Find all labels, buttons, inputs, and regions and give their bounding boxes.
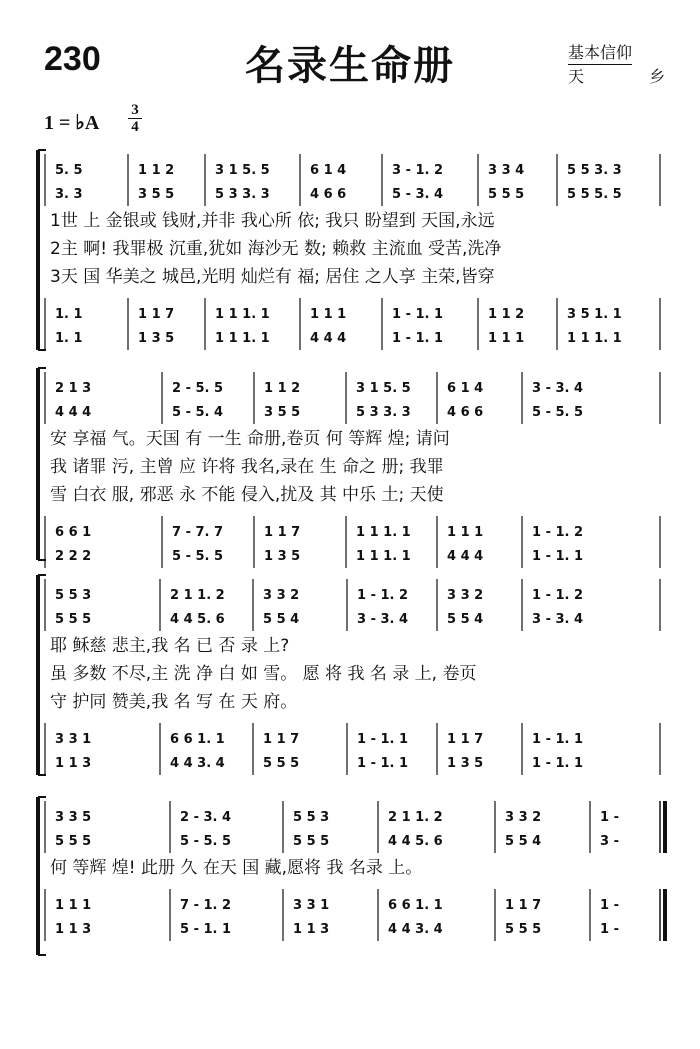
treble-upper-notes: 3 1 5. 5: [215, 163, 270, 178]
treble-lower-notes: 5 5 5. 5: [567, 187, 622, 202]
bass-upper-notes: 1. 1: [55, 307, 83, 322]
treble-upper-notes: 3 3 5: [55, 810, 92, 825]
bass-upper-notes: 1 1 7: [264, 525, 301, 540]
bass-upper-notes: 1 1 7: [505, 898, 542, 913]
treble-lower-notes: 5 - 3. 4: [392, 187, 444, 202]
bass-upper-notes: 1 1 7: [447, 732, 484, 747]
treble-upper-notes: 5 5 3: [293, 810, 330, 825]
treble-upper-notes: 5 5 3. 3: [567, 163, 622, 178]
treble-lower-notes: 4 4 5. 6: [388, 834, 443, 849]
treble-lower-notes: 5 3 3. 3: [356, 405, 411, 420]
bass-lower-notes: 1 1 1. 1: [356, 549, 411, 564]
bass-lower-notes: 5 5 5: [263, 756, 300, 771]
lyric-line: 雪 白衣 服, 邪恶 永 不能 侵入,扰及 其 中乐 土; 天使: [50, 485, 444, 505]
bass-lower-notes: 1 - 1. 1: [357, 756, 409, 771]
treble-upper-notes: 2 - 5. 5: [172, 381, 224, 396]
treble-upper-notes: 1 - 1. 2: [357, 588, 409, 603]
treble-upper-notes: 3 3 2: [263, 588, 300, 603]
lyric-line: 2主 啊! 我罪极 沉重,犹如 海沙无 数; 赖救 主流血 受苦,洗净: [50, 239, 502, 259]
treble-lower-notes: 5 5 5: [293, 834, 330, 849]
bass-upper-notes: 6 6 1. 1: [388, 898, 443, 913]
treble-upper-notes: 6 1 4: [310, 163, 347, 178]
bass-lower-notes: 1 1 1: [488, 331, 525, 346]
treble-lower-notes: 5 5 4: [447, 612, 484, 627]
bass-upper-notes: 1 1 1. 1: [356, 525, 411, 540]
bass-upper-notes: 1 1 1: [310, 307, 347, 322]
bass-lower-notes: 4 4 3. 4: [388, 922, 443, 937]
lyric-line: 我 诸罪 污, 主曾 应 许将 我名,录在 生 命之 册; 我罪: [50, 457, 444, 477]
bass-upper-notes: 3 3 1: [293, 898, 330, 913]
treble-lower-notes: 3 5 5: [264, 405, 301, 420]
bass-upper-notes: 1 - 1. 1: [357, 732, 409, 747]
bass-lower-notes: 1 3 5: [264, 549, 301, 564]
treble-lower-notes: 5 5 5: [488, 187, 525, 202]
bass-lower-notes: 4 4 3. 4: [170, 756, 225, 771]
treble-lower-notes: 5 5 5: [55, 612, 92, 627]
treble-lower-notes: 3 -: [600, 834, 619, 849]
bass-upper-notes: 1 1 7: [138, 307, 175, 322]
treble-lower-notes: 4 4 4: [55, 405, 92, 420]
lyric-line: 1世 上 金银或 钱财,并非 我心所 依; 我只 盼望到 天国,永远: [50, 211, 495, 231]
bass-lower-notes: 5 - 5. 5: [172, 549, 224, 564]
lyric-line: 安 享福 气。天国 有 一生 命册,卷页 何 等辉 煌; 请问: [50, 429, 450, 449]
hymn-title: 名录生命册: [245, 43, 455, 89]
bass-upper-notes: 7 - 1. 2: [180, 898, 232, 913]
treble-lower-notes: 4 6 6: [310, 187, 347, 202]
lyric-line: 何 等辉 煌! 此册 久 在天 国 藏,愿将 我 名录 上。: [50, 858, 423, 878]
treble-lower-notes: 5 5 5: [55, 834, 92, 849]
bass-lower-notes: 4 4 4: [310, 331, 347, 346]
treble-lower-notes: 5 - 5. 5: [180, 834, 232, 849]
hymn-author: 天 乡: [568, 67, 696, 86]
treble-upper-notes: 3 3 2: [505, 810, 542, 825]
treble-upper-notes: 3 - 1. 2: [392, 163, 444, 178]
treble-upper-notes: 2 1 1. 2: [388, 810, 443, 825]
bass-upper-notes: 1 - 1. 1: [532, 732, 584, 747]
treble-upper-notes: 5. 5: [55, 163, 83, 178]
treble-upper-notes: 1 1 2: [138, 163, 175, 178]
treble-lower-notes: 5 5 4: [263, 612, 300, 627]
treble-lower-notes: 5 - 5. 4: [172, 405, 224, 420]
hymn-category: 基本信仰: [568, 40, 632, 65]
lyric-line: 耶 稣慈 悲主,我 名 已 否 录 上?: [50, 636, 290, 656]
treble-upper-notes: 3 3 4: [488, 163, 525, 178]
bass-upper-notes: 1 1 1. 1: [215, 307, 270, 322]
bass-lower-notes: 1 1 3: [55, 756, 92, 771]
treble-upper-notes: 2 1 1. 2: [170, 588, 225, 603]
treble-upper-notes: 3 3 2: [447, 588, 484, 603]
bass-lower-notes: 5 5 5: [505, 922, 542, 937]
bass-upper-notes: 3 5 1. 1: [567, 307, 622, 322]
lyric-line: 守 护同 赞美,我 名 写 在 天 府。: [50, 692, 298, 712]
bass-lower-notes: 1 - 1. 1: [532, 549, 584, 564]
treble-lower-notes: 4 4 5. 6: [170, 612, 225, 627]
time-sig-top: 3: [131, 102, 139, 118]
bass-lower-notes: 1 1 1. 1: [567, 331, 622, 346]
treble-upper-notes: 1 - 1. 2: [532, 588, 584, 603]
bass-lower-notes: 1 1 3: [55, 922, 92, 937]
bass-lower-notes: 2 2 2: [55, 549, 92, 564]
bass-upper-notes: 6 6 1. 1: [170, 732, 225, 747]
lyric-line: 虽 多数 不尽,主 洗 净 白 如 雪。 愿 将 我 名 录 上, 卷页: [50, 664, 477, 684]
bass-lower-notes: 1 1 1. 1: [215, 331, 270, 346]
treble-lower-notes: 3. 3: [55, 187, 83, 202]
bass-lower-notes: 4 4 4: [447, 549, 484, 564]
treble-upper-notes: 6 1 4: [447, 381, 484, 396]
lyric-line: 3天 国 华美之 城邑,光明 灿烂有 福; 居住 之人享 主荣,皆穿: [50, 267, 495, 287]
treble-upper-notes: 1 -: [600, 810, 619, 825]
bass-upper-notes: 1 - 1. 1: [392, 307, 444, 322]
bass-lower-notes: 1 - 1. 1: [392, 331, 444, 346]
bass-lower-notes: 1 3 5: [138, 331, 175, 346]
bass-upper-notes: 1 1 1: [55, 898, 92, 913]
treble-lower-notes: 3 - 3. 4: [357, 612, 409, 627]
bass-lower-notes: 1 3 5: [447, 756, 484, 771]
treble-upper-notes: 5 5 3: [55, 588, 92, 603]
bass-upper-notes: 1 1 2: [488, 307, 525, 322]
bass-upper-notes: 1 -: [600, 898, 619, 913]
treble-lower-notes: 3 - 3. 4: [532, 612, 584, 627]
treble-lower-notes: 5 5 4: [505, 834, 542, 849]
bass-lower-notes: 1 - 1. 1: [532, 756, 584, 771]
treble-lower-notes: 4 6 6: [447, 405, 484, 420]
treble-lower-notes: 5 - 5. 5: [532, 405, 584, 420]
bass-lower-notes: 5 - 1. 1: [180, 922, 232, 937]
bass-upper-notes: 1 - 1. 2: [532, 525, 584, 540]
bass-upper-notes: 7 - 7. 7: [172, 525, 224, 540]
treble-lower-notes: 3 5 5: [138, 187, 175, 202]
bass-lower-notes: 1 -: [600, 922, 619, 937]
treble-upper-notes: 2 - 3. 4: [180, 810, 232, 825]
bass-upper-notes: 1 1 7: [263, 732, 300, 747]
treble-lower-notes: 5 3 3. 3: [215, 187, 270, 202]
time-sig-bottom: 4: [131, 119, 139, 135]
bass-lower-notes: 1 1 3: [293, 922, 330, 937]
treble-upper-notes: 3 - 3. 4: [532, 381, 584, 396]
treble-upper-notes: 2 1 3: [55, 381, 92, 396]
key-signature: 1 = ♭A: [44, 112, 100, 134]
treble-upper-notes: 1 1 2: [264, 381, 301, 396]
bass-lower-notes: 1. 1: [55, 331, 83, 346]
treble-upper-notes: 3 1 5. 5: [356, 381, 411, 396]
bass-upper-notes: 1 1 1: [447, 525, 484, 540]
hymn-number: 230: [44, 40, 101, 78]
bass-upper-notes: 3 3 1: [55, 732, 92, 747]
bass-upper-notes: 6 6 1: [55, 525, 92, 540]
